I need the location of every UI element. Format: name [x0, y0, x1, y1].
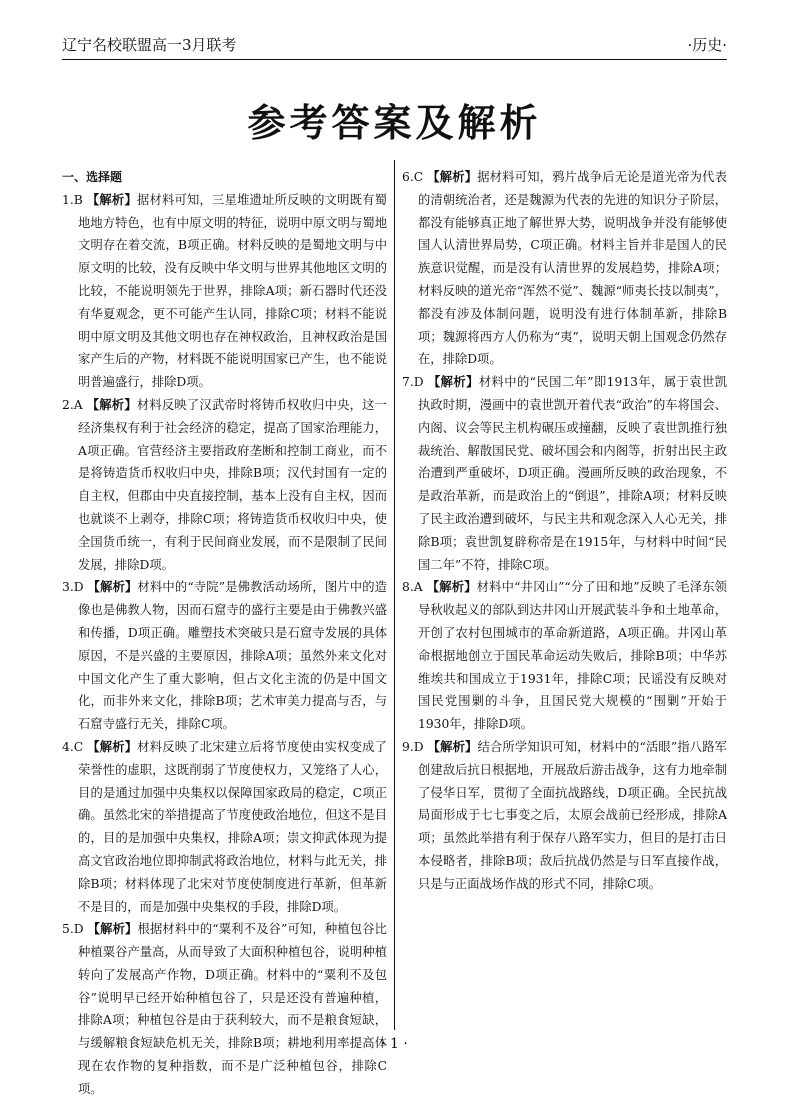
question-number: 1. — [62, 192, 74, 207]
question-number: 2. — [62, 397, 74, 412]
answer-letter: A — [413, 580, 423, 595]
analysis-tag: 【解析】 — [427, 739, 478, 754]
analysis-text: 材料中“井冈山”“分了田和地”反映了毛泽东领导秋收起义的部队到达井冈山开展武装斗争和土地革命，开创了农村包围城市的革命新道路，A项正确。井冈山革命根据地创立于国民革命运动失败后，排除B项；中华苏维埃共和国成立于1931年，排除C项；民谣没有反映对国民党围剿的斗争，且国民党大规模的“围剿”开始于1930年，排除D项。 — [418, 580, 727, 732]
analysis-text: 材料反映了汉武帝时将铸币权收归中央，这一经济集权有利于社会经济的稳定，提高了国家治理能力，A项正确。官营经济主要指政府垄断和控制工商业，而不是将铸造货币权收归中央，排除B项；汉代封国有一定的自主权，但郡由中央直接控制，基本上没有自主权，因而也就谈不上剥夺，排除C项；将铸造货币权收归中央，使全国货币统一，有利于民间商业发展，而不是限制了民间发展，排除D项。 — [78, 397, 387, 572]
question-number: 6. — [402, 170, 414, 184]
analysis-tag: 【解析】 — [87, 580, 138, 595]
analysis-text: 根据材料中的“粟利不及谷”可知，种植包谷比种植粟谷产量高，从而导致了大面积种植包谷，说明种植转向了发展高产作物，D项正确。材料中的“粟利不及包谷”说明早已经开始种植包谷了，只是还没有普遍种植，排除A项；种植包谷是由于获利较大，而不是粮食短缺，与缓解粮食短缺危机无关，排除B项；耕地利用率提高体现在农作物的复种指数，而不是广泛种植包谷，排除C项。 — [78, 922, 387, 1096]
analysis-tag: 【解析】 — [87, 739, 138, 754]
analysis-tag: 【解析】 — [427, 375, 479, 390]
subject-label: ·历史· — [687, 36, 727, 54]
column-divider — [394, 160, 395, 1030]
analysis-tag: 【解析】 — [427, 170, 478, 184]
analysis-text: 材料反映了北宋建立后将节度使由实权变成了荣誉性的虚职，这既削弱了节度使权力，又笼络了人心，目的是通过加强中央集权以保障国家政局的稳定，C项正确。虽然北宋的举措提高了节度使政治地位，但这不是目的，目的是加强中央集权，排除A项；崇文抑武体现为提高文官政治地位即抑制武将政治地位，材料与此无关，排除B项；材料体现了北宋对节度使制度进行革新，但革新不是目的，而是加强中央集权的手段，排除D项。 — [78, 739, 387, 914]
question-6 — [402, 166, 727, 371]
question-number: 9. — [402, 739, 414, 754]
answer-letter: D — [73, 922, 84, 937]
answer-letter: D — [413, 375, 424, 390]
question-2 — [62, 394, 387, 576]
question-3 — [62, 576, 387, 736]
question-1 — [62, 189, 387, 394]
analysis-text: 材料中的“寺院”是佛教活动场所，图片中的造像也是佛教人物，因而石窟寺的盛行主要是由于佛教兴盛和传播，D项正确。雕塑技术突破只是石窟寺发展的具体原因，不是兴盛的主要原因，排除A项；虽然外来文化对中国文化产生了重大影响，但占文化主流的仍是中国文化，而非外来文化，排除B项；艺术审美力提高与否，与石窟寺盛行无关，排除C项。 — [78, 580, 387, 732]
answer-letter: A — [73, 397, 83, 412]
answer-letter: D — [413, 739, 424, 754]
page-header — [62, 30, 727, 60]
answer-letter: C — [413, 170, 424, 184]
answer-letter: B — [73, 192, 83, 207]
left-column — [62, 166, 387, 1101]
question-9 — [402, 736, 727, 896]
analysis-tag: 【解析】 — [86, 192, 137, 207]
analysis-tag: 【解析】 — [87, 922, 138, 937]
question-number: 7. — [402, 375, 414, 390]
analysis-text: 结合所学知识可知，材料中的“活眼”指八路军创建敌后抗日根据地，开展敌后游击战争，这有力地牵制了侵华日军，贯彻了全面抗战路线，D项正确。全民抗战局面形成于七七事变之后，太原会战前已经形成，排除A项；虽然此举措有利于保存八路军实力，但目的是打击日本侵略者，排除B项；敌后抗战仍然是与日军直接作战，只是与正面战场作战的形式不同，排除C项。 — [418, 739, 727, 891]
analysis-text: 材料中的“民国二年”即1913年，属于袁世凯执政时期，漫画中的袁世凯开着代表“政治”的车将国会、内阁、议会等民主机构碾压或撞翻，反映了袁世凯推行独裁统治、解散国民党、破坏国会和内阁等，折射出民主政治遭到严重破坏，D项正确。漫画所反映的政治现象，不是政治革新，而是政治上的“倒退”，排除A项；材料反映了民主政治遭到破坏，与民主共和观念深入人心无关，排除B项；袁世凯复辟称帝是在1915年，与材料中时间“民国二年”不符，排除C项。 — [418, 375, 727, 572]
question-5 — [62, 918, 387, 1100]
question-number: 8. — [402, 580, 414, 595]
analysis-text: 据材料可知，三星堆遗址所反映的文明既有蜀地地方特色，也有中原文明的特征，说明中原文明与蜀地文明存在着交流，B项正确。材料反映的是蜀地文明与中原文明的比较，没有反映中华文明与世界其他地区文明的比较，不能说明领先于世界，排除A项；新石器时代还没有华夏观念，更不可能产生认同，排除C项；材料不能说明中原文明及其他文明也存在神权政治，且神权政治是国家产生后的产物，材料既不能说明国家已产生，也不能说明普遍盛行，排除D项。 — [78, 192, 387, 390]
page-title: 参考答案及解析 — [247, 101, 542, 145]
answer-letter: C — [73, 739, 84, 754]
question-number: 5. — [62, 922, 74, 937]
page-number: · 1 · — [381, 1036, 408, 1052]
answer-letter: D — [73, 580, 84, 595]
analysis-text: 据材料可知，鸦片战争后无论是道光帝为代表的清朝统治者，还是魏源为代表的先进的知识分子阶层，都没有能够真正地了解世界大势，说明战争并没有能够使国人认清世界局势，C项正确。材料主旨并非是国人的民族意识觉醒，而是没有认清世界的发展趋势，排除A项；材料反映的道光帝“浑然不觉”、魏源“师夷长技以制夷”，都没有涉及体制问题，说明没有进行体制革新，排除B项；魏源将西方人仍称为“夷”，说明天朝上国观念仍然存在，排除D项。 — [418, 170, 727, 367]
analysis-tag: 【解析】 — [426, 580, 477, 595]
question-number: 4. — [62, 739, 74, 754]
question-number: 3. — [62, 580, 74, 595]
analysis-tag: 【解析】 — [86, 397, 137, 412]
section-heading: 一、选择题 — [62, 170, 123, 184]
right-column — [402, 166, 727, 896]
question-4 — [62, 736, 387, 918]
exam-name: 辽宁名校联盟高一3月联考 — [62, 36, 237, 54]
question-8 — [402, 576, 727, 736]
question-7 — [402, 371, 727, 576]
